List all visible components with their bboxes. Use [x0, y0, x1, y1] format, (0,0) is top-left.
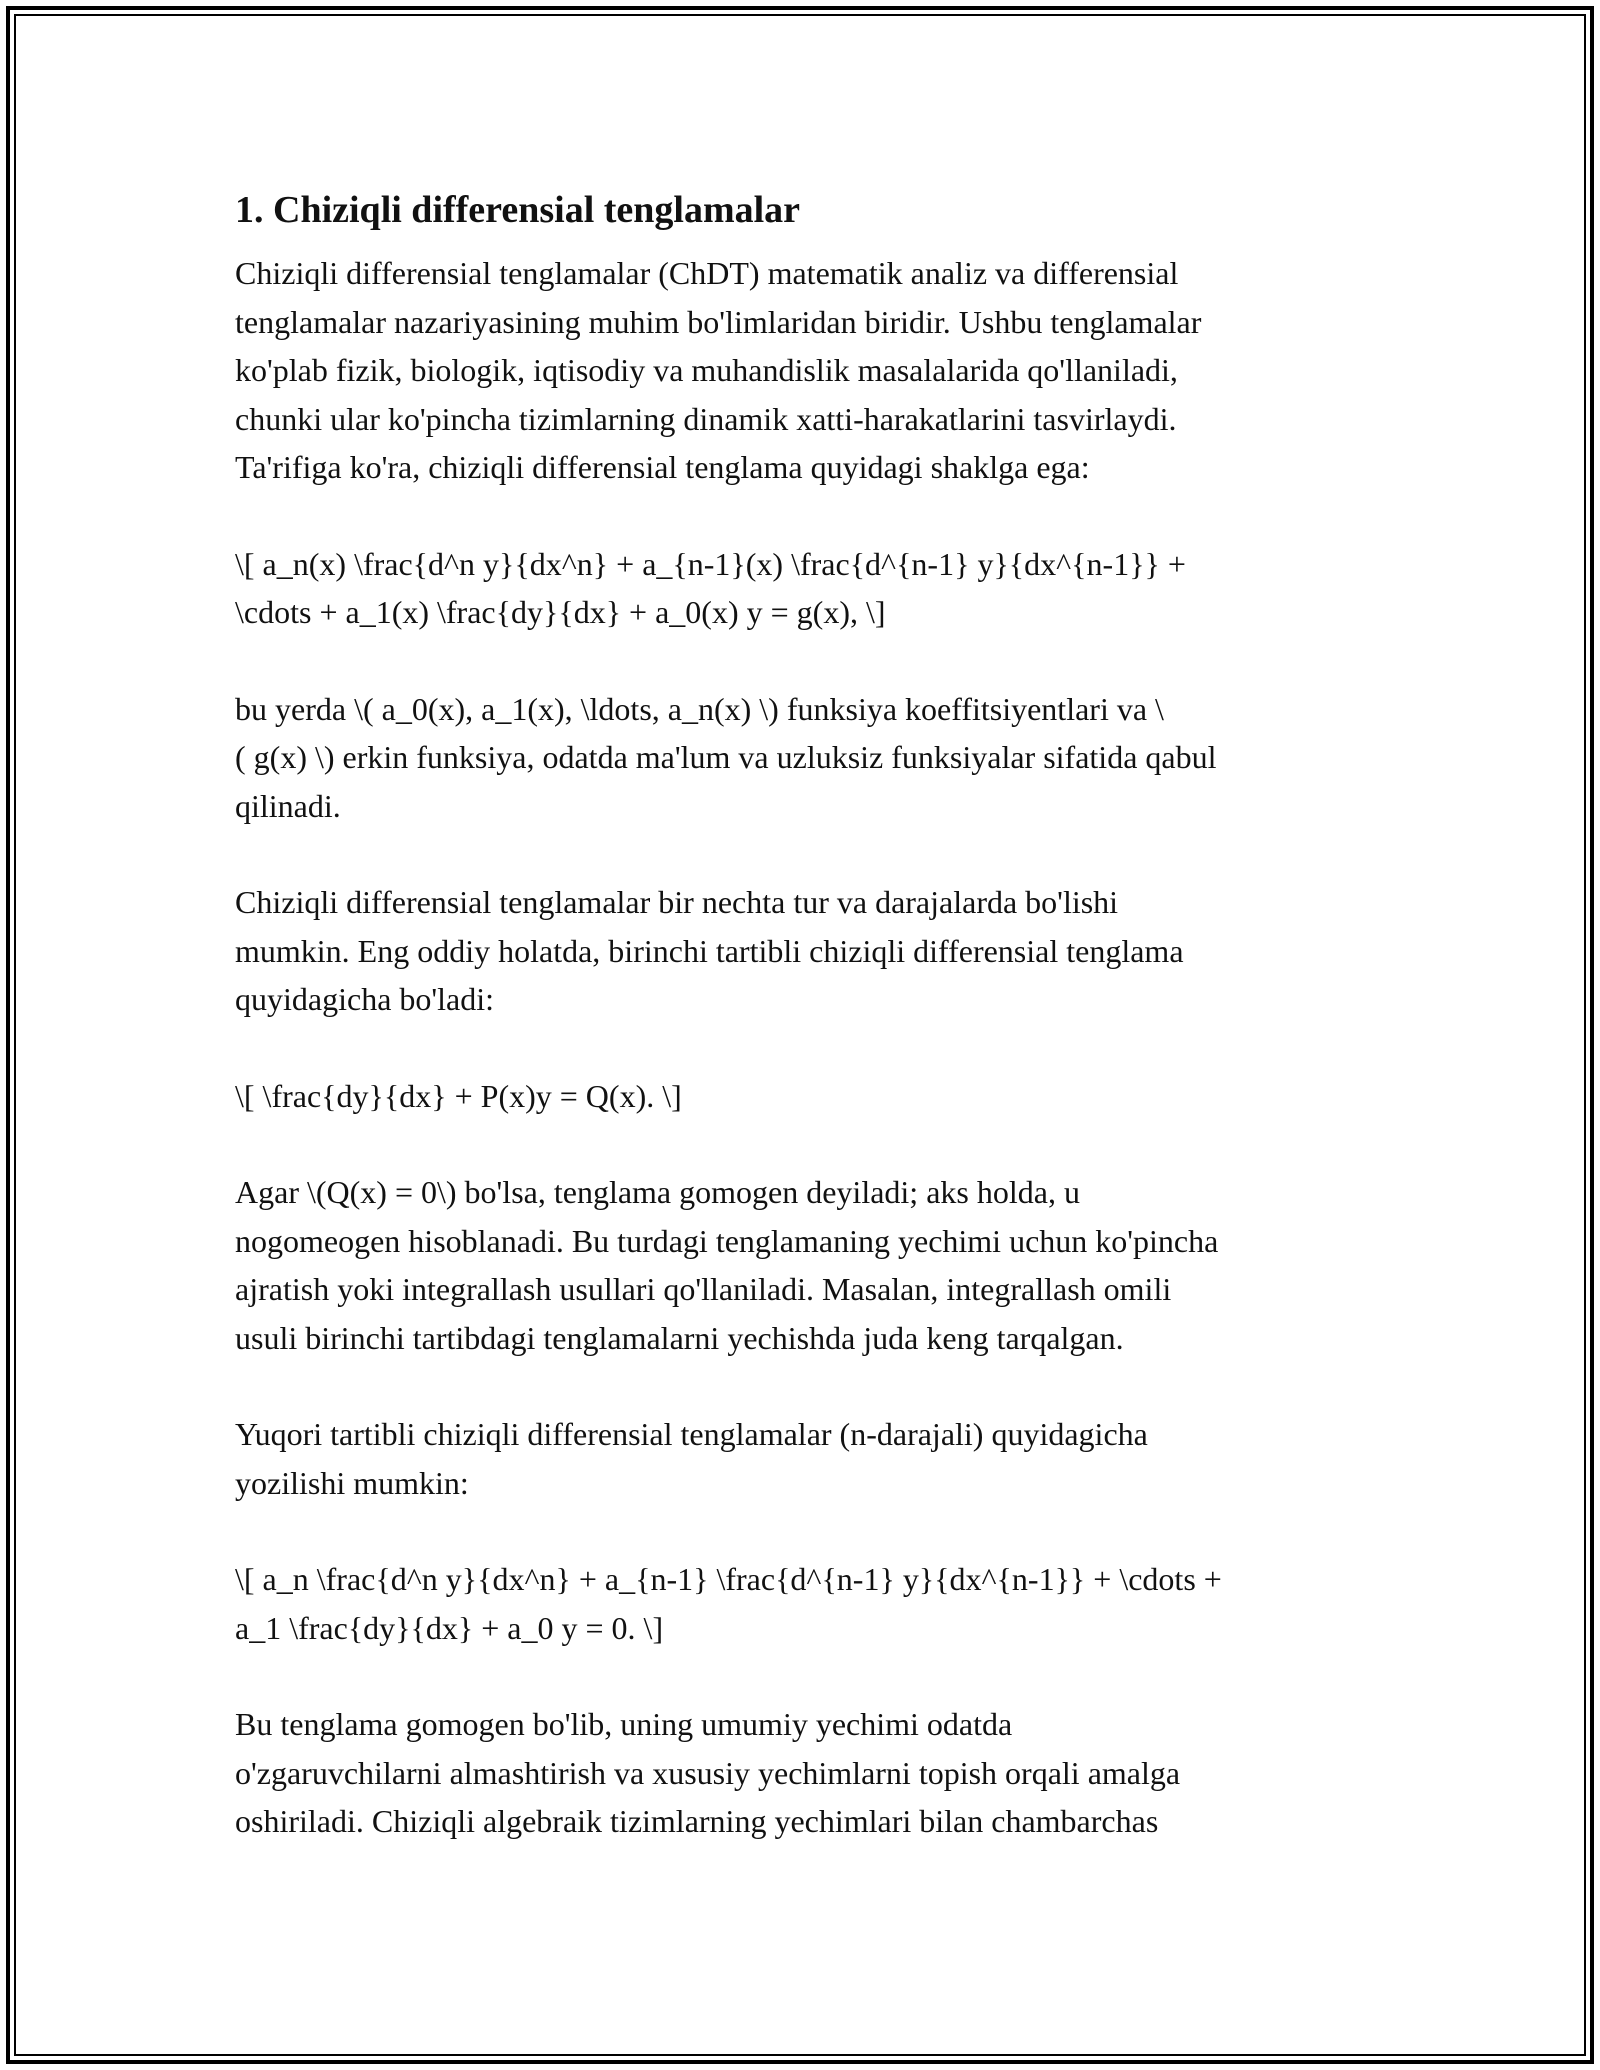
equation-higher-order: \[ a_n \frac{d^n y}{dx^n} + a_{n-1} \frac{d^{n-1} y}{dx^{n-1}} + \cdots + a_1 \frac{dy}{dx} + a_0 y = 0. \] [235, 1561, 1222, 1646]
document-page [235, 185, 1375, 1894]
equation-general: \[ a_n(x) \frac{d^n y}{dx^n} + a_{n-1}(x) \frac{d^{n-1} y}{dx^{n-1}} + \cdots + a_1(x) \frac{dy}{dx} + a_0(x) y = g(x), \] [235, 545, 1186, 630]
paragraph-types: Chiziqli differensial tenglamalar bir nechta tur va darajalarda bo'lishi mumkin. Eng oddiy holatda, birinchi tartibli chiziqli differensial tenglama quyidagicha bo'ladi: [235, 884, 1184, 1017]
paragraph-solution: Bu tenglama gomogen bo'lib, uning umumiy yechimi odatda o'zgaruvchilarni almashtirish va xususiy yechimlarni topish orqali amalga oshiriladi. Chiziqli algebraik tizimlarning yechimlari bilan chambarchas [235, 1706, 1181, 1839]
paragraph-higher-order: Yuqori tartibli chiziqli differensial tenglamalar (n-darajali) quyidagicha yozilishi mumkin: [235, 1416, 1148, 1501]
paragraph-intro: Chiziqli differensial tenglamalar (ChDT) matematik analiz va differensial tenglamalar nazariyasining muhim bo'limlaridan biridir. Ushbu tenglamalar ko'plab fizik, biologik, iqtisodiy va muhandislik masalalarida qo'llaniladi, chunki ular ko'pincha tizimlarning dinamik xatti-harakatlarini tasvirlaydi. Ta'rifiga ko'ra, chiziqli differensial tenglama quyidagi shaklga ega: [235, 255, 1202, 485]
paragraph-homogeneous: Agar \(Q(x) = 0\) bo'lsa, tenglama gomogen deyiladi; aks holda, u nogomeogen hisoblanadi. Bu turdagi tenglamaning yechimi uchun ko'pincha ajratish yoki integrallash usullari qo'llaniladi. Masalan, integrallash omili usuli birinchi tartibdagi tenglamalarni yechishda juda keng tarqalgan. [235, 1174, 1219, 1356]
equation-first-order: \[ \frac{dy}{dx} + P(x)y = Q(x). \] [235, 1077, 682, 1114]
paragraph-coefficients: bu yerda \( a_0(x), a_1(x), \ldots, a_n(x) \) funksiya koeffitsiyentlari va \ ( g(x) \) erkin funksiya, odatda ma'lum va uzluksiz funksiyalar sifatida qabul qilinadi. [235, 690, 1217, 824]
section-heading: 1. Chiziqli differensial tenglamalar [235, 189, 801, 231]
